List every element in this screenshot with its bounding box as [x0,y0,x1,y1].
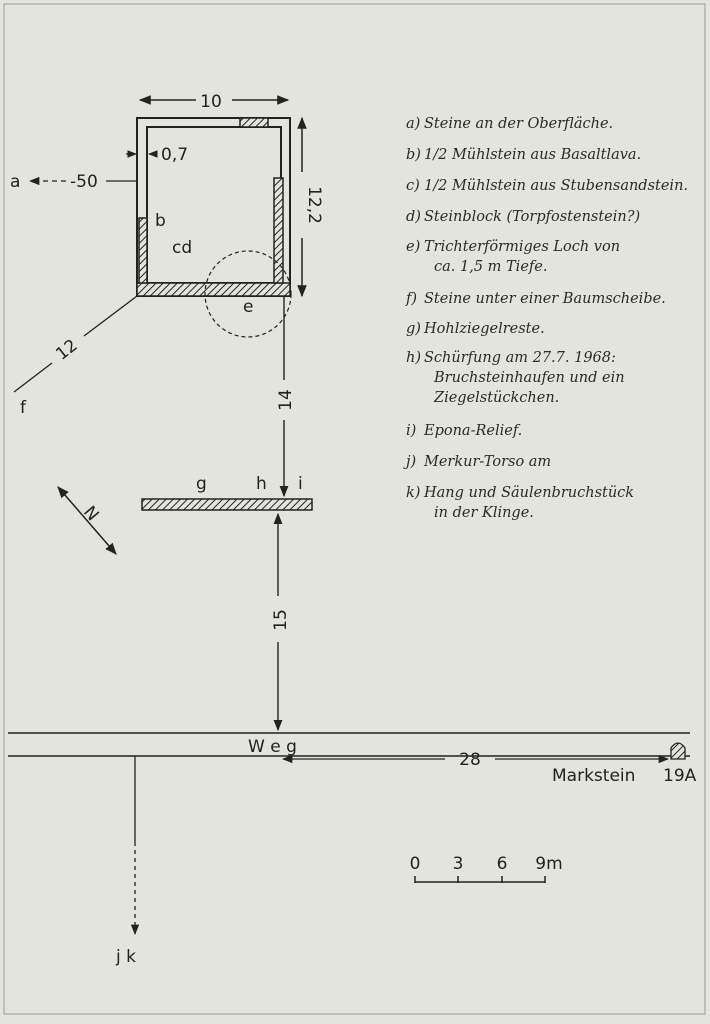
legend-key: c) [406,178,420,194]
legend-text: Hohlziegelreste. [424,321,545,337]
markstein-number: 19A [663,766,697,786]
legend-key: j) [406,454,417,470]
label-g: g [196,474,207,494]
f-distance: 12 [52,335,82,365]
legend-text-cont: in der Klinge. [434,505,534,521]
legend-text: 1/2 Mühlstein aus Stubensandstein. [424,178,689,194]
scale-tick-3: 3 [452,854,464,874]
distance-15: 15 [271,609,291,631]
legend-key: a) [406,116,421,132]
height-dimension: 12,2 [304,186,324,224]
label-h: h [256,474,267,494]
legend-key: h) [406,350,421,366]
label-cd: cd [172,238,193,258]
markstein-symbol [671,743,685,759]
legend-text: Trichterförmiges Loch von [424,239,621,255]
legend-text: Steinblock (Torpfostenstein?) [424,209,641,225]
legend [403,116,688,521]
scale-tick-6: 6 [496,854,508,874]
legend-text: 1/2 Mühlstein aus Basaltlava. [424,147,642,163]
legend-key: e) [406,239,421,255]
wall-dimension: 0,7 [161,145,189,165]
width-dimension: 10 [200,92,222,112]
south-wall-hatch [137,283,290,296]
label-i: i [298,474,303,494]
trench-bar-ghi [142,499,312,510]
legend-text: Steine unter einer Baumscheibe. [424,291,666,307]
legend-text: Merkur-Torso am [424,454,552,470]
legend-text: Hang und Säulenbruchstück [424,485,635,501]
legend-key: g) [406,321,421,337]
north-label: N [79,502,103,526]
label-e: e [243,297,254,317]
road-label: W e g [248,737,297,757]
legend-key: k) [406,485,421,501]
scale-tick-0: 0 [409,854,421,874]
markstein-label: Markstein [552,766,636,786]
legend-text-cont: Ziegelstückchen. [434,390,560,406]
mill-stone-b [139,218,147,283]
legend-text: Schürfung am 27.7. 1968: [424,350,616,366]
legend-text: Epona-Relief. [424,423,523,439]
distance-14: 14 [276,389,296,411]
scale-tick-9m: 9m [535,854,563,874]
legend-key: b) [406,147,421,163]
f-line-lower [14,363,52,392]
legend-text: Steine an der Oberfläche. [424,116,614,132]
distance-28: 28 [459,750,481,770]
north-wall-hatch [240,118,268,127]
a-distance: -50 [70,172,98,192]
legend-text-cont: ca. 1,5 m Tiefe. [434,259,548,275]
scale-bar [410,854,563,883]
legend-key: i) [406,423,417,439]
f-line-upper [84,296,137,336]
label-b: b [155,211,166,231]
label-jk: j k [116,947,136,967]
legend-key: d) [406,209,421,225]
label-f: f [20,398,26,418]
legend-text-cont: Bruchsteinhaufen und ein [434,370,625,386]
label-a: a [10,172,21,192]
legend-key: f) [406,291,418,307]
